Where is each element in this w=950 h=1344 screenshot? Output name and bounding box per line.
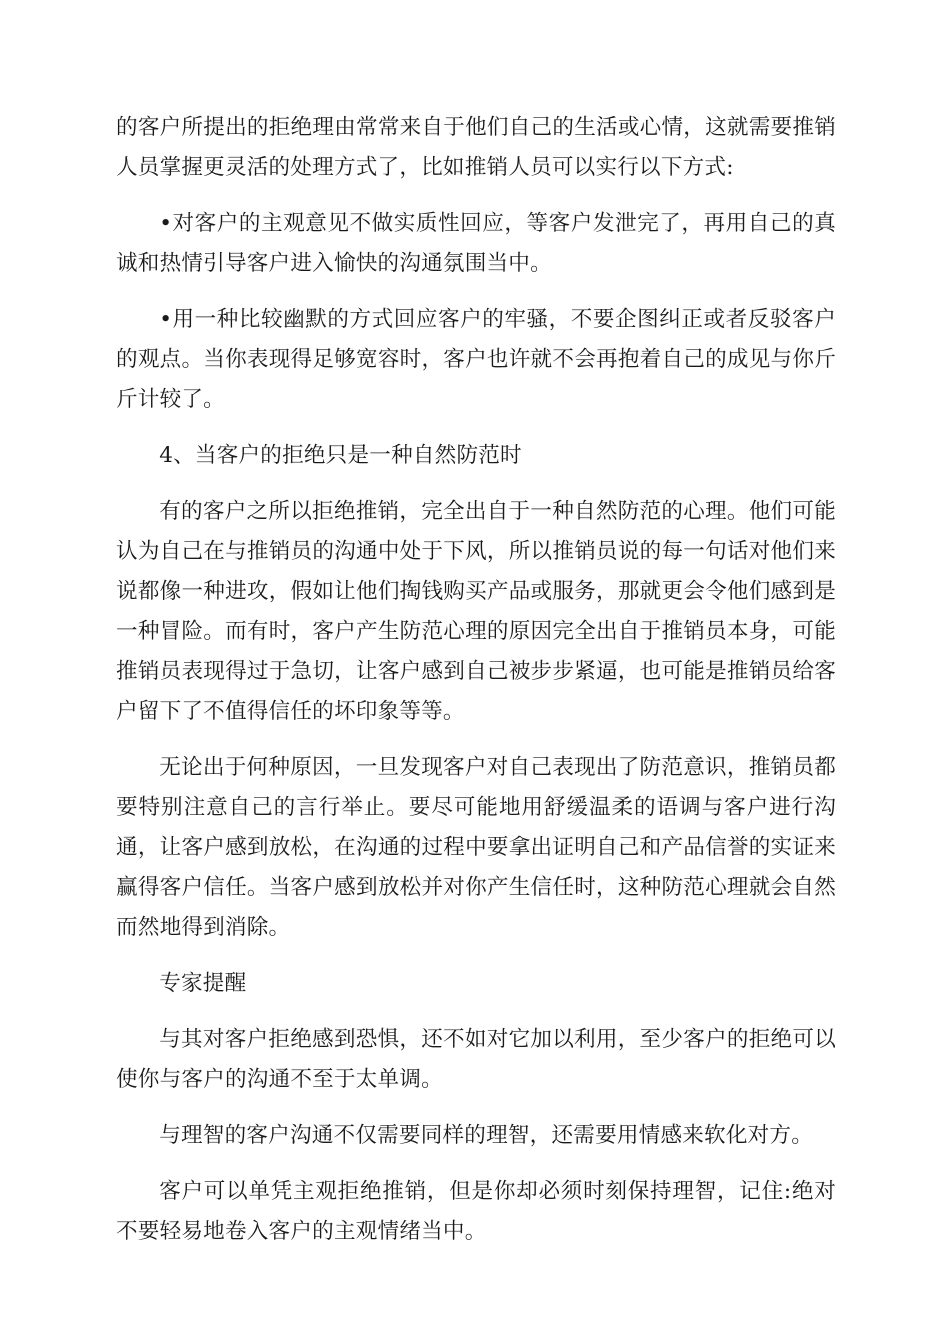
paragraph-continuation: 的客户所提出的拒绝理由常常来自于他们自己的生活或心情，这就需要推销人员掌握更灵活的处理方式了，比如推销人员可以实行以下方式: <box>116 115 836 180</box>
section-heading: 4、当客户的拒绝只是一种自然防范时 <box>159 443 522 468</box>
paragraph-body-1: 有的客户之所以拒绝推销，完全出自于一种自然防范的心理。他们可能认为自己在与推销员的沟通中处于下风，所以推销员说的每一句话对他们来说都像一种进攻，假如让他们掏钱购买产品或服务，那就更会令他们感到是一种冒险。而有时，客户产生防范心理的原因完全出自于推销员本身，可能推销员表现得过于急切，让客户感到自己被步步紧逼，也可能是推销员给客户留下了不值得信任的坏印象等等。 <box>116 499 836 724</box>
expert-tip-2: 与理智的客户沟通不仅需要同样的理智，还需要用情感来软化对方。 <box>159 1123 814 1148</box>
expert-tip-heading: 专家提醒 <box>159 971 247 996</box>
paragraph-body-2: 无论出于何种原因，一旦发现客户对自己表现出了防范意识，推销员都要特别注意自己的言行举止。要尽可能地用舒缓温柔的语调与客户进行沟通，让客户感到放松，在沟通的过程中要拿出证明自己和产品信誉的实证来赢得客户信任。当客户感到放松并对你产生信任时，这种防范心理就会自然而然地得到消除。 <box>116 755 836 940</box>
bullet-item-2: •用一种比较幽默的方式回应客户的牢骚，不要企图纠正或者反驳客户的观点。当你表现得足够宽容时，客户也许就不会再抱着自己的成见与你斤斤计较了。 <box>116 307 836 412</box>
expert-tip-3: 客户可以单凭主观拒绝推销，但是你却必须时刻保持理智，记住:绝对不要轻易地卷入客户的主观情绪当中。 <box>116 1179 836 1244</box>
expert-tip-1: 与其对客户拒绝感到恐惧，还不如对它加以利用，至少客户的拒绝可以使你与客户的沟通不至于太单调。 <box>116 1027 836 1092</box>
document-page <box>116 108 836 1268</box>
bullet-item-1: •对客户的主观意见不做实质性回应，等客户发泄完了，再用自己的真诚和热情引导客户进入愉快的沟通氛围当中。 <box>116 211 836 276</box>
